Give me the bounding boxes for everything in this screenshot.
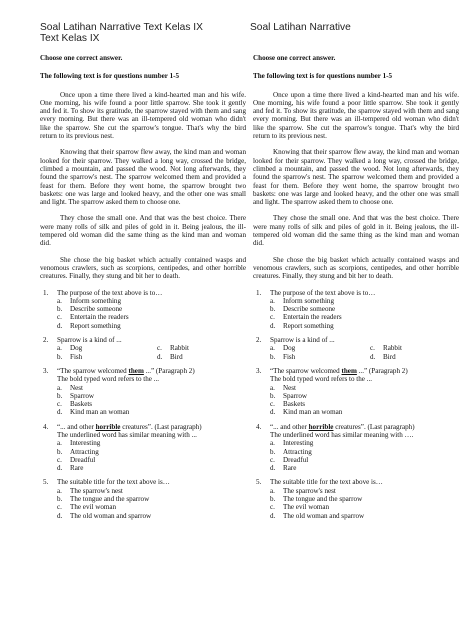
subheading: The following text is for questions number 1-5	[40, 72, 180, 81]
option-c: c. Baskets	[270, 400, 306, 409]
option-a: a. Inform something	[270, 296, 335, 305]
option-c: c. The evil woman	[270, 503, 330, 512]
option-c: c. Entertain the readers	[270, 313, 342, 322]
option-d: d. The old woman and sparrow	[57, 511, 152, 520]
instruction: Choose one correct answer.	[40, 54, 123, 62]
option-b: b. Attracting	[57, 447, 99, 456]
option-row-2	[57, 353, 257, 361]
question-stem: “The sparrow welcomed them ...” (Paragraph 2)	[57, 366, 195, 375]
option-c: c. Dreadful	[270, 455, 309, 464]
option-a: a. Dog	[270, 344, 296, 353]
page-header-left	[40, 22, 240, 44]
question-4	[253, 423, 459, 473]
option-b: b. Fish	[57, 352, 83, 361]
keyword: them	[128, 366, 144, 375]
question-2	[40, 336, 246, 361]
option-a: a. Inform something	[57, 296, 122, 305]
paragraph-1: Once upon a time there lived a kind-hearted man and his wife. One morning, his wife found a poor little sparrow. She took it gently and fed it. To show its gratitude, the sparrow stayed with them and sang every morning. But there was an ill-tempered old woman who didn't like the sparrow. She cut the sparrow's tongue. That's why the bird return to its previous nest.	[253, 90, 459, 141]
option-a: a. Dog	[57, 344, 83, 353]
question-number: 2.	[256, 336, 262, 345]
question-number: 1.	[256, 288, 262, 297]
keyword: them	[341, 366, 357, 375]
option-d: d. The old woman and sparrow	[270, 511, 365, 520]
question-1	[40, 289, 246, 330]
option-row-1	[57, 344, 257, 352]
option-d: d. Report something	[270, 321, 334, 330]
question-number: 5.	[43, 478, 49, 487]
question-stem-2: The underlined word has similar meaning with ...	[57, 430, 197, 439]
option-d: d. Rare	[270, 464, 297, 473]
option-row-2	[270, 353, 470, 361]
question-stem: “The sparrow welcomed them ...” (Paragraph 2)	[270, 366, 408, 375]
paragraph-1: Once upon a time there lived a kind-hearted man and his wife. One morning, his wife found a poor little sparrow. She took it gently and fed it. To show its gratitude, the sparrow stayed with them and sang every morning. But there was an ill-tempered old woman who didn't like the sparrow. She cut the sparrow's tongue. That's why the bird return to its previous nest.	[40, 90, 246, 141]
paragraph-3: They chose the small one. And that was the best choice. There were many rolls of silk and piles of gold in it. Being jealous, the ill-tempered old woman did the same thing as the kind man and woman did.	[253, 214, 459, 248]
paragraph-3: They chose the small one. And that was the best choice. There were many rolls of silk and piles of gold in it. Being jealous, the ill-tempered old woman did the same thing as the kind man and woman did.	[40, 214, 246, 248]
option-a: a. Interesting	[57, 439, 101, 448]
option-c: c. Entertain the readers	[57, 313, 129, 322]
option-d: d. Kind man an woman	[270, 408, 343, 417]
option-a: a. The sparrow's nest	[57, 486, 123, 495]
option-b: b. Sparrow	[270, 391, 308, 400]
question-stem: “... and other horrible creatures”. (Last paragraph)	[57, 422, 202, 431]
option-c: c. Baskets	[57, 400, 93, 409]
page-header-right: Soal Latihan Narrative	[250, 22, 351, 33]
option-d: d. Bird	[157, 352, 183, 361]
option-b: b. Describe someone	[57, 305, 123, 314]
header-title-line1: Soal Latihan Narrative Text Kelas IX	[40, 22, 203, 33]
question-number: 1.	[43, 288, 49, 297]
header-title-line2: Text Kelas IX	[40, 33, 100, 44]
option-b: b. Attracting	[270, 447, 312, 456]
option-b: b. Sparrow	[57, 391, 95, 400]
paragraph-4: She chose the big basket which actually contained wasps and venomous crawlers, such as scorpions, centipedes, and other horrible creatures. Finally, they stung and bit her to death.	[40, 255, 246, 281]
question-3	[40, 367, 246, 417]
subheading: The following text is for questions number 1-5	[253, 72, 393, 81]
option-d: d. Rare	[57, 464, 84, 473]
keyword: horrible	[308, 422, 334, 431]
question-5	[253, 478, 459, 519]
question-stem-2: The underlined word has similar meaning with ….	[270, 430, 414, 439]
option-b: b. The tongue and the sparrow	[270, 495, 363, 504]
question-stem: “... and other horrible creatures”. (Last paragraph)	[270, 422, 415, 431]
option-b: b. Fish	[270, 352, 296, 361]
left-column	[40, 54, 246, 520]
option-b: b. The tongue and the sparrow	[57, 495, 150, 504]
instruction: Choose one correct answer.	[253, 54, 336, 62]
option-d: d. Report something	[57, 321, 121, 330]
question-stem-2: The bold typed word refers to the ...	[57, 375, 160, 384]
question-2	[253, 336, 459, 361]
question-number: 5.	[256, 478, 262, 487]
question-1	[253, 289, 459, 330]
option-d: d. Kind man an woman	[57, 408, 130, 417]
option-c: c. The evil woman	[57, 503, 117, 512]
option-a: a. The sparrow's nest	[270, 486, 336, 495]
option-row-1	[270, 344, 470, 352]
question-stem: Sparrow is a kind of ...	[270, 336, 335, 345]
question-stem-2: The bold typed word refers to the ...	[270, 375, 373, 384]
right-column	[253, 54, 459, 520]
question-stem: The purpose of the text above is to…	[270, 288, 376, 297]
option-a: a. Interesting	[270, 439, 314, 448]
option-a: a. Nest	[270, 383, 297, 392]
option-c: c. Rabbit	[157, 344, 189, 353]
paragraph-4: She chose the big basket which actually contained wasps and venomous crawlers, such as scorpions, centipedes, and other horrible creatures. Finally, they stung and bit her to death.	[253, 255, 459, 281]
option-b: b. Describe someone	[270, 305, 336, 314]
question-number: 3.	[43, 366, 49, 375]
question-number: 4.	[43, 422, 49, 431]
question-number: 2.	[43, 336, 49, 345]
question-number: 3.	[256, 366, 262, 375]
option-a: a. Nest	[57, 383, 84, 392]
paragraph-2: Knowing that their sparrow flew away, the kind man and woman looked for their sparrow. They walked a long way, crossed the bridge, climbed a mountain, and passed the wood. Not long afterwards, they found the sparrow's nest. The sparrow welcomed them and provided a feast for them. Before they went home, the sparrow brought two baskets: one was large and looked heavy, and the other one was small and light. The sparrow asked them to choose one.	[40, 148, 246, 207]
question-4	[40, 423, 246, 473]
question-stem: The suitable title for the text above is…	[57, 478, 170, 487]
question-3	[253, 367, 459, 417]
question-stem: The suitable title for the text above is…	[270, 478, 383, 487]
question-5	[40, 478, 246, 519]
option-d: d. Bird	[370, 352, 396, 361]
paragraph-2: Knowing that their sparrow flew away, the kind man and woman looked for their sparrow. They walked a long way, crossed the bridge, climbed a mountain, and passed the wood. Not long afterwards, they found the sparrow's nest. The sparrow welcomed them and provided a feast for them. Before they went home, the sparrow brought two baskets: one was large and looked heavy, and the other one was small and light. The sparrow asked them to choose one.	[253, 148, 459, 207]
question-number: 4.	[256, 422, 262, 431]
option-c: c. Rabbit	[370, 344, 402, 353]
option-c: c. Dreadful	[57, 455, 96, 464]
question-stem: Sparrow is a kind of ...	[57, 336, 122, 345]
keyword: horrible	[95, 422, 121, 431]
question-stem: The purpose of the text above is to…	[57, 288, 163, 297]
